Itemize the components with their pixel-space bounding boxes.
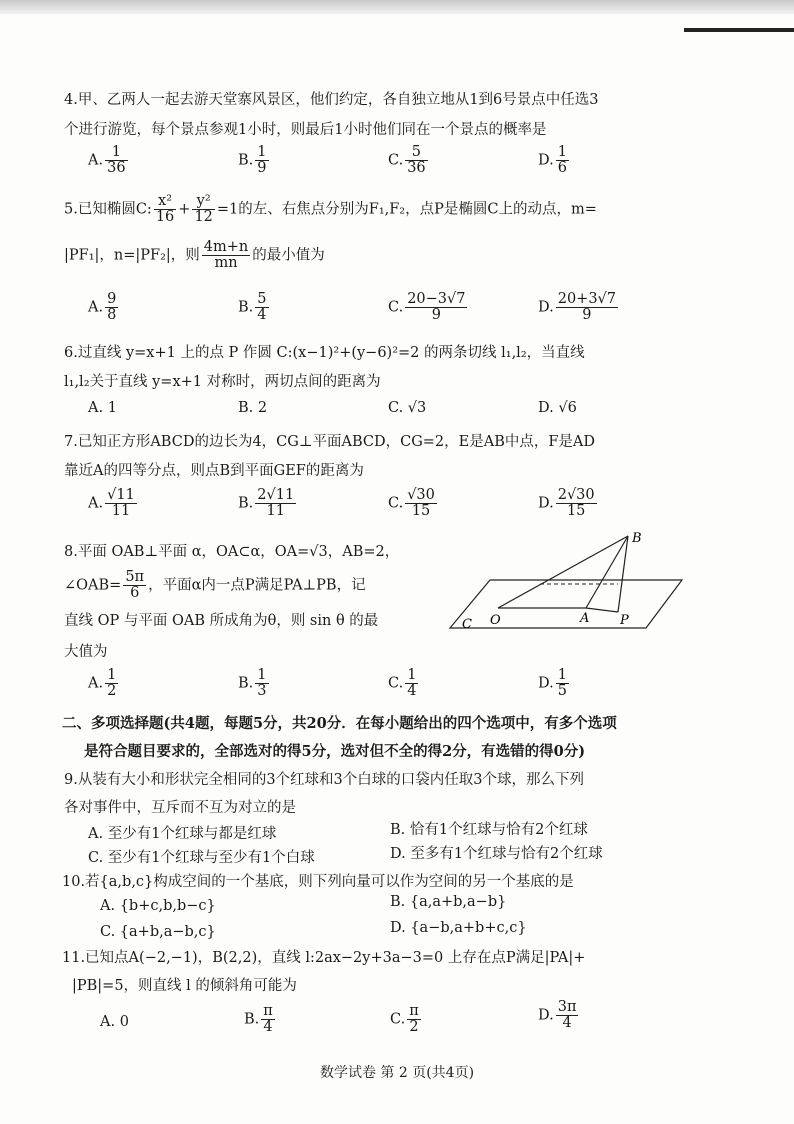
- q9-option-d: D. 至多有1个红球与恰有2个红球: [390, 846, 603, 862]
- q5-option-d: D. $\frac{20+3√7}{9}$: [538, 291, 617, 324]
- label-C: C: [462, 617, 472, 632]
- q11-option-b: B. $\frac{\pi}{4}$: [244, 1003, 273, 1036]
- q10-line1: 10.若{a,b,c}构成空间的一个基底，则下列向量可以作为空间的另一个基底的是: [62, 874, 574, 890]
- q10-option-b: B. {a,a+b,a−b}: [390, 894, 507, 910]
- q9-option-a: A. 至少有1个红球与都是红球: [88, 826, 277, 842]
- q10-option-a: A. {b+c,b,b−c}: [100, 898, 216, 914]
- q4-option-d: D. $\frac{1}{6}$: [538, 144, 567, 177]
- label-B: B: [632, 531, 642, 546]
- plane-alpha: [450, 580, 682, 628]
- q8-option-b: B. $\frac{1}{3}$: [238, 667, 267, 700]
- segment-OB: [498, 536, 628, 608]
- q6-option-b: B. 2: [238, 400, 268, 416]
- q9-option-b: B. 恰有1个红球与恰有2个红球: [390, 822, 588, 838]
- scan-mark: [684, 28, 794, 32]
- q5-line2: |PF₁|，n=|PF₂|，则 $\frac{4m+n}{mn}$ 的最小值为: [64, 239, 325, 272]
- q7-option-b: B. $\frac{2√11}{11}$: [238, 487, 295, 520]
- q5-option-c: C. $\frac{20-3√7}{9}$: [388, 291, 466, 324]
- segment-AP: [586, 608, 618, 612]
- q11-line1: 11.已知点A(−2,−1)，B(2,2)，直线 l:2ax−2y+3a−3=0 上存在点P满足|PA|+: [62, 950, 586, 966]
- q7-option-a: A. $\frac{√11}{11}$: [88, 487, 135, 520]
- q8-option-a: A. $\frac{1}{2}$: [88, 667, 117, 700]
- q10-option-d: D. {a−b,a+b+c,c}: [390, 920, 527, 936]
- q8-line4: 大值为: [64, 644, 108, 660]
- q8-line2: ∠OAB= $\frac{5\pi}{6}$ ，平面α内一点P满足PA⊥PB，记: [64, 569, 366, 602]
- q11-option-d: D. $\frac{3\pi}{4}$: [538, 999, 577, 1032]
- q8-option-c: C. $\frac{1}{4}$: [388, 667, 417, 700]
- q6-line2: l₁,l₂关于直线 y=x+1 对称时，两切点间的距离为: [64, 374, 381, 390]
- segment-PB: [618, 536, 628, 612]
- scan-shadow: [0, 0, 794, 14]
- q6-option-d: D. √6: [538, 400, 577, 416]
- q8-figure: [440, 528, 690, 636]
- segment-AB: [586, 536, 628, 608]
- q7-line2: 靠近A的四等分点，则点B到平面GEF的距离为: [64, 463, 364, 479]
- q4-line2: 个进行游览，每个景点参观1小时，则最后1小时他们同在一个景点的概率是: [64, 122, 547, 138]
- label-P: P: [620, 613, 629, 628]
- section2-heading-line1: 二、多项选择题(共4题，每题5分，共20分．在每小题给出的四个选项中，有多个选项: [62, 715, 617, 732]
- q4-line1: 4.甲、乙两人一起去游天堂寨风景区，他们约定，各自独立地从1到6号景点中任选3: [64, 92, 599, 108]
- q9-option-c: C. 至少有1个红球与至少有1个白球: [88, 850, 315, 866]
- q4-option-b: B. $\frac{1}{9}$: [238, 144, 267, 177]
- q7-option-c: C. $\frac{√30}{15}$: [388, 487, 435, 520]
- q5-line1: 5.已知椭圆C: $\frac{\text{x²}}{16}$ + $\frac{\text{y²}}{12}$ =1的左、右焦点分别为F₁,F₂，点P是椭圆C上的动点，m=: [64, 193, 597, 226]
- q7-option-d: D. $\frac{2√30}{15}$: [538, 487, 595, 520]
- page-footer: 数学试卷 第 2 页(共4页): [319, 1065, 475, 1081]
- q8-line3: 直线 OP 与平面 OAB 所成角为θ，则 sin θ 的最: [64, 613, 379, 629]
- q10-option-c: C. {a+b,a−b,c}: [100, 924, 216, 940]
- q6-option-a: A. 1: [88, 400, 117, 416]
- q5-option-a: A. $\frac{9}{8}$: [88, 291, 117, 324]
- q8-option-d: D. $\frac{1}{5}$: [538, 667, 567, 700]
- label-O: O: [490, 613, 501, 628]
- q4-option-c: C. $\frac{5}{36}$: [388, 144, 426, 177]
- q11-option-c: C. $\frac{\pi}{2}$: [390, 1003, 419, 1036]
- q11-option-a: A. 0: [100, 1014, 129, 1030]
- q9-line1: 9.从装有大小和形状完全相同的3个红球和3个白球的口袋内任取3个球，那么下列: [64, 772, 585, 788]
- q7-line1: 7.已知正方形ABCD的边长为4，CG⊥平面ABCD，CG=2，E是AB中点，F是AD: [64, 434, 596, 450]
- q4-option-a: A. $\frac{1}{36}$: [88, 144, 126, 177]
- label-A: A: [580, 611, 590, 626]
- q8-line1: 8.平面 OAB⊥平面 α，OA⊂α，OA=√3，AB=2，: [64, 544, 400, 560]
- q9-line2: 各对事件中，互斥而不互为对立的是: [64, 800, 296, 816]
- q5-option-b: B. $\frac{5}{4}$: [238, 291, 267, 324]
- q6-option-c: C. √3: [388, 400, 427, 416]
- q6-line1: 6.过直线 y=x+1 上的点 P 作圆 C:(x−1)²+(y−6)²=2 的两条切线 l₁,l₂，当直线: [64, 345, 585, 361]
- q11-line2: |PB|=5，则直线 l 的倾斜角可能为: [72, 978, 297, 994]
- section2-heading-line2: 是符合题目要求的，全部选对的得5分，选对但不全的得2分，有选错的得0分): [84, 743, 586, 760]
